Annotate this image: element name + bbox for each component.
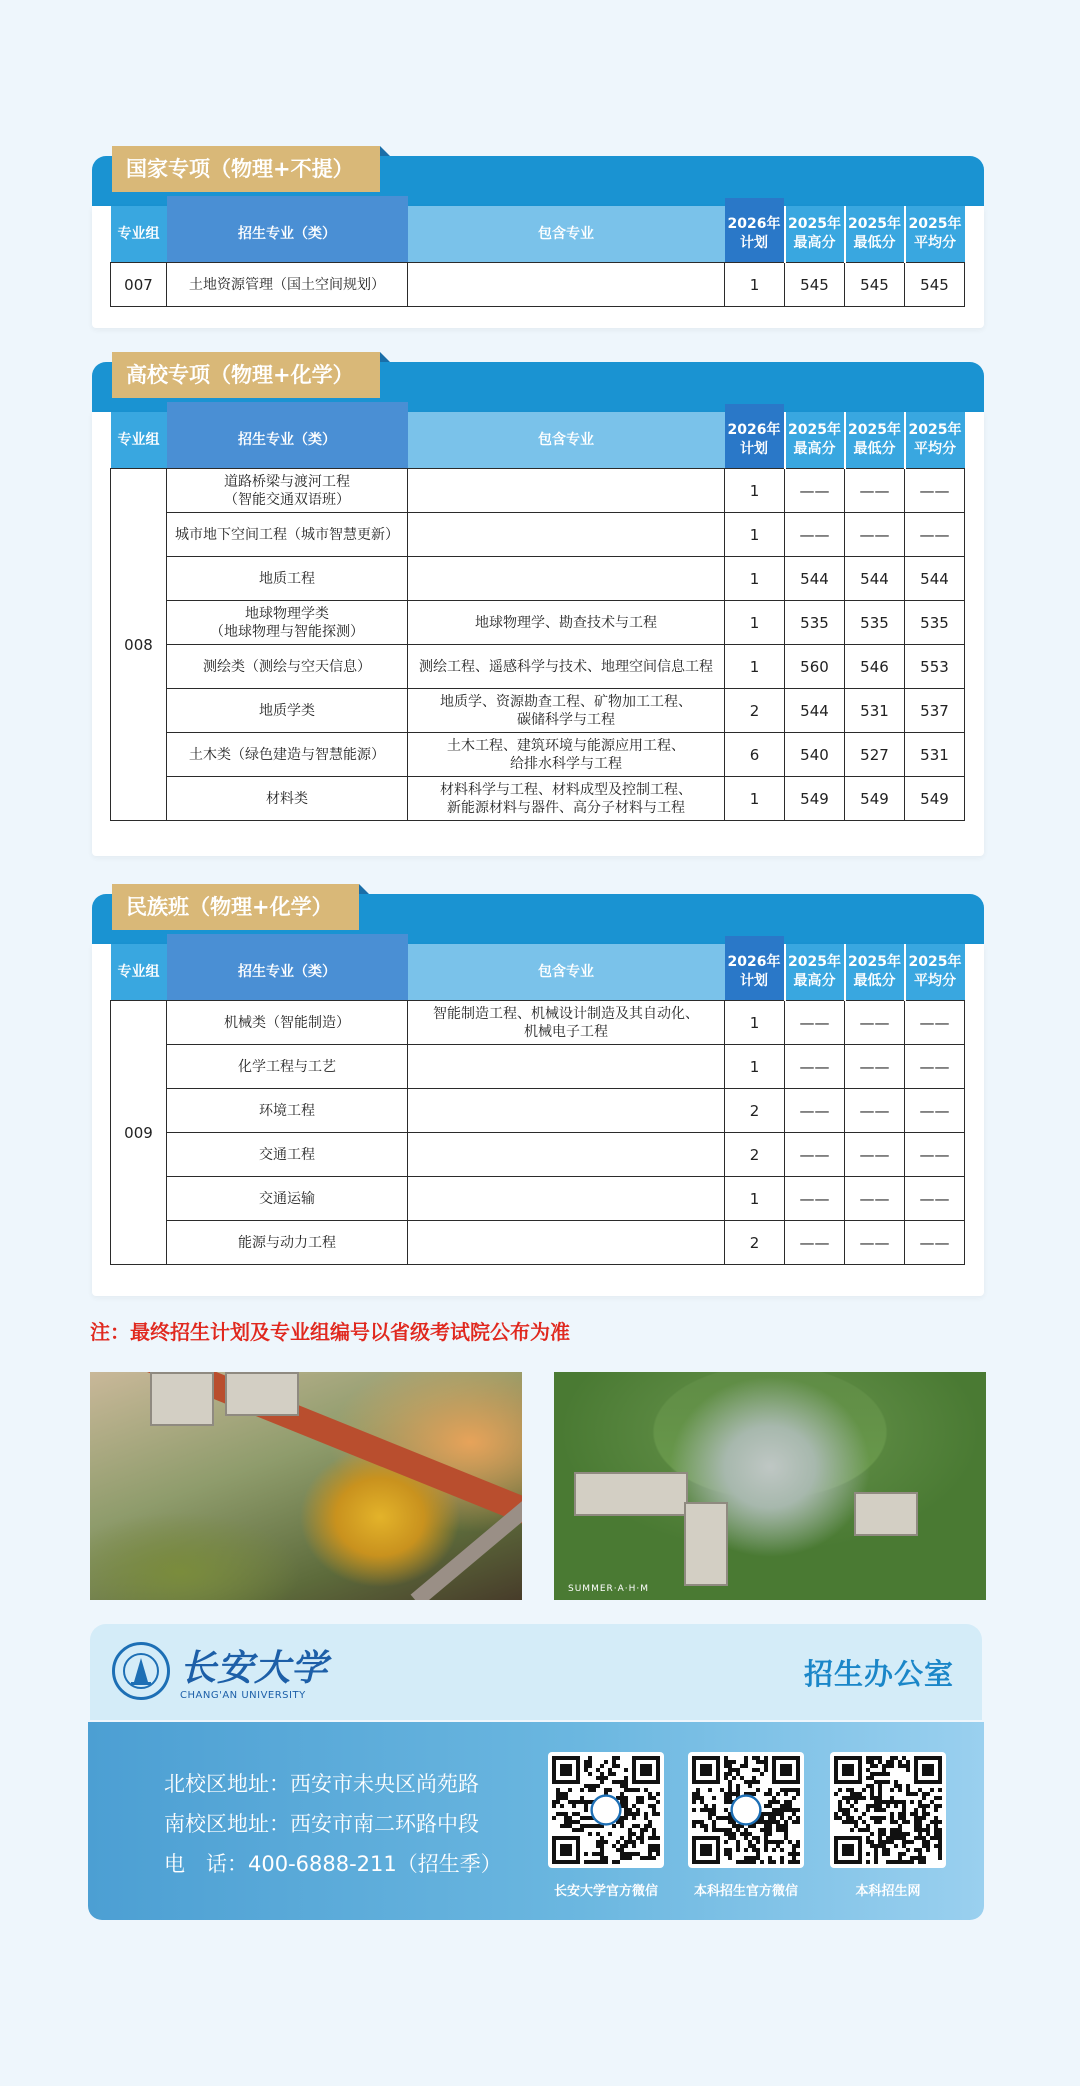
cell-plan: 1 — [725, 1045, 785, 1089]
cell-max-score: —— — [785, 1221, 845, 1265]
cell-major: 化学工程与工艺 — [167, 1045, 408, 1089]
cell-avg-score: 537 — [905, 689, 965, 733]
group-code: 009 — [111, 1001, 167, 1265]
cell-max-score: —— — [785, 513, 845, 557]
cell-min-score: 546 — [845, 645, 905, 689]
cell-max-score: 549 — [785, 777, 845, 821]
cell-min-score: —— — [845, 1045, 905, 1089]
table-header-row — [111, 206, 965, 263]
section-university-special — [92, 352, 984, 856]
header-min-2025 — [845, 944, 905, 1001]
cell-min-score: 527 — [845, 733, 905, 777]
header-avg-2025 — [905, 206, 965, 263]
header-min-2025-line1: 2025年 — [848, 422, 901, 438]
header-max-2025-line2: 最高分 — [793, 235, 836, 251]
cell-major: 交通运输 — [167, 1177, 408, 1221]
cell-includes — [408, 1045, 725, 1089]
cell-max-score: 560 — [785, 645, 845, 689]
cell-plan: 1 — [725, 645, 785, 689]
cell-avg-score: —— — [905, 1045, 965, 1089]
building-shape — [225, 1372, 299, 1416]
cell-includes: 地球物理学、勘查技术与工程 — [408, 601, 725, 645]
table-row — [111, 557, 965, 601]
qr-code-admission-wechat[interactable] — [688, 1752, 804, 1868]
admission-table — [110, 944, 965, 1265]
table-header-row — [111, 944, 965, 1001]
photo-caption: SUMMER·A·H·M — [568, 1584, 650, 1594]
cell-plan: 1 — [725, 777, 785, 821]
header-major: 招生专业（类） — [167, 206, 408, 263]
section-title: 高校专项（物理+化学） — [112, 352, 380, 398]
cell-plan: 1 — [725, 513, 785, 557]
qr-code-icon — [830, 1752, 946, 1868]
cell-major: 地质学类 — [167, 689, 408, 733]
cell-plan: 2 — [725, 689, 785, 733]
building-shape — [574, 1472, 688, 1516]
building-shape — [684, 1502, 728, 1586]
header-group: 专业组 — [111, 206, 167, 263]
cell-avg-score: —— — [905, 1001, 965, 1045]
table-row — [111, 601, 965, 645]
qr-code-icon — [688, 1752, 804, 1868]
cell-max-score: 545 — [785, 263, 845, 307]
cell-major: 测绘类（测绘与空天信息） — [167, 645, 408, 689]
cell-plan: 1 — [725, 601, 785, 645]
header-min-2025-line2: 最低分 — [853, 441, 896, 457]
cell-avg-score: 549 — [905, 777, 965, 821]
header-max-2025-line2: 最高分 — [793, 973, 836, 989]
north-campus-address: 北校区地址：西安市未央区尚苑路 — [164, 1772, 479, 1796]
table-row — [111, 469, 965, 513]
admission-table — [110, 206, 965, 307]
table-row — [111, 1089, 965, 1133]
cell-min-score: —— — [845, 1133, 905, 1177]
header-min-2025 — [845, 412, 905, 469]
cell-plan: 6 — [725, 733, 785, 777]
cell-avg-score: —— — [905, 1221, 965, 1265]
header-group: 专业组 — [111, 412, 167, 469]
cell-min-score: —— — [845, 469, 905, 513]
cell-max-score: 544 — [785, 689, 845, 733]
header-major: 招生专业（类） — [167, 412, 408, 469]
cell-max-score: —— — [785, 1001, 845, 1045]
qr-code-admission-site[interactable] — [830, 1752, 946, 1868]
logo-text-cn: 长安大学 — [180, 1647, 329, 1689]
cell-includes — [408, 1089, 725, 1133]
university-seal-icon — [112, 1642, 170, 1700]
table-row — [111, 1221, 965, 1265]
cell-avg-score: —— — [905, 1177, 965, 1221]
section-national-special — [92, 146, 984, 328]
header-plan-2026 — [725, 206, 785, 263]
group-code: 008 — [111, 469, 167, 821]
cell-avg-score: 531 — [905, 733, 965, 777]
header-plan-2026-line2: 计划 — [740, 235, 768, 251]
building-shape — [150, 1372, 214, 1426]
campus-photo-aerial — [554, 1372, 986, 1600]
cell-plan: 1 — [725, 469, 785, 513]
header-plan-2026-line1: 2026年 — [727, 216, 781, 232]
cell-plan: 1 — [725, 1177, 785, 1221]
header-max-2025-line1: 2025年 — [788, 422, 841, 438]
cell-min-score: —— — [845, 1177, 905, 1221]
qr-code-wechat-official[interactable] — [548, 1752, 664, 1868]
table-row — [111, 689, 965, 733]
header-includes: 包含专业 — [408, 412, 725, 469]
cell-includes — [408, 1177, 725, 1221]
header-min-2025-line1: 2025年 — [848, 954, 901, 970]
admission-table — [110, 412, 965, 821]
campus-photo-bridge — [90, 1372, 522, 1600]
cell-min-score: 549 — [845, 777, 905, 821]
cell-includes — [408, 1221, 725, 1265]
cell-major: 机械类（智能制造） — [167, 1001, 408, 1045]
header-max-2025-line1: 2025年 — [788, 216, 841, 232]
qr-label: 长安大学官方微信 — [553, 1884, 658, 1899]
cell-avg-score: —— — [905, 469, 965, 513]
cell-max-score: —— — [785, 469, 845, 513]
cell-max-score: —— — [785, 1177, 845, 1221]
cell-major: 城市地下空间工程（城市智慧更新） — [167, 513, 408, 557]
cell-major: 环境工程 — [167, 1089, 408, 1133]
cell-max-score: 540 — [785, 733, 845, 777]
cell-plan: 2 — [725, 1089, 785, 1133]
table-row — [111, 1001, 965, 1045]
header-min-2025-line2: 最低分 — [853, 235, 896, 251]
header-max-2025-line1: 2025年 — [788, 954, 841, 970]
cell-includes: 材料科学与工程、材料成型及控制工程、 新能源材料与器件、高分子材料与工程 — [408, 777, 725, 821]
header-includes: 包含专业 — [408, 206, 725, 263]
header-avg-2025-line1: 2025年 — [908, 216, 962, 232]
cell-min-score: —— — [845, 1089, 905, 1133]
cell-plan: 2 — [725, 1133, 785, 1177]
header-avg-2025 — [905, 944, 965, 1001]
cell-includes — [408, 513, 725, 557]
cell-min-score: —— — [845, 1221, 905, 1265]
table-row — [111, 645, 965, 689]
header-min-2025-line2: 最低分 — [853, 973, 896, 989]
cell-major: 能源与动力工程 — [167, 1221, 408, 1265]
admissions-office-title: 招生办公室 — [803, 1657, 954, 1691]
table-row — [111, 1133, 965, 1177]
cell-plan: 1 — [725, 263, 785, 307]
cell-plan: 2 — [725, 1221, 785, 1265]
table-header-row — [111, 412, 965, 469]
table-row — [111, 777, 965, 821]
cell-max-score: 544 — [785, 557, 845, 601]
header-avg-2025-line1: 2025年 — [908, 422, 962, 438]
cell-avg-score: 545 — [905, 263, 965, 307]
header-avg-2025-line2: 平均分 — [914, 973, 956, 989]
cell-includes — [408, 1133, 725, 1177]
header-group: 专业组 — [111, 944, 167, 1001]
cell-max-score: —— — [785, 1045, 845, 1089]
header-avg-2025-line2: 平均分 — [914, 441, 956, 457]
cell-min-score: 535 — [845, 601, 905, 645]
header-plan-2026-line1: 2026年 — [727, 422, 781, 438]
header-plan-2026 — [725, 944, 785, 1001]
cell-major: 地球物理学类 （地球物理与智能探测） — [167, 601, 408, 645]
cell-min-score: —— — [845, 1001, 905, 1045]
cell-major: 道路桥梁与渡河工程 （智能交通双语班） — [167, 469, 408, 513]
cell-min-score: —— — [845, 513, 905, 557]
cell-major: 地质工程 — [167, 557, 408, 601]
cell-avg-score: —— — [905, 1089, 965, 1133]
cell-min-score: 545 — [845, 263, 905, 307]
footer-contact — [88, 1722, 984, 1920]
cell-max-score: —— — [785, 1133, 845, 1177]
header-plan-2026-line2: 计划 — [740, 973, 768, 989]
section-ethnic-class — [92, 884, 984, 1296]
header-max-2025-line2: 最高分 — [793, 441, 836, 457]
cell-includes: 智能制造工程、机械设计制造及其自动化、 机械电子工程 — [408, 1001, 725, 1045]
section-title: 民族班（物理+化学） — [112, 884, 359, 930]
cell-includes — [408, 557, 725, 601]
cell-plan: 1 — [725, 1001, 785, 1045]
cell-min-score: 544 — [845, 557, 905, 601]
cell-avg-score: 535 — [905, 601, 965, 645]
header-min-2025 — [845, 206, 905, 263]
table-row — [111, 1177, 965, 1221]
admission-note: 注：最终招生计划及专业组编号以省级考试院公布为准 — [90, 1320, 570, 1344]
cell-avg-score: 544 — [905, 557, 965, 601]
cell-avg-score: 553 — [905, 645, 965, 689]
header-avg-2025 — [905, 412, 965, 469]
cell-includes — [408, 263, 725, 307]
cell-max-score: 535 — [785, 601, 845, 645]
logo-text-en: CHANG'AN UNIVERSITY — [180, 1690, 306, 1701]
header-avg-2025-line1: 2025年 — [908, 954, 962, 970]
cell-plan: 1 — [725, 557, 785, 601]
header-major: 招生专业（类） — [167, 944, 408, 1001]
cell-major: 材料类 — [167, 777, 408, 821]
building-shape — [854, 1492, 918, 1536]
header-plan-2026 — [725, 412, 785, 469]
header-min-2025-line1: 2025年 — [848, 216, 901, 232]
group-code: 007 — [111, 263, 167, 307]
header-max-2025 — [785, 412, 845, 469]
header-avg-2025-line2: 平均分 — [914, 235, 956, 251]
cell-major: 土木类（绿色建造与智慧能源） — [167, 733, 408, 777]
cell-major: 土地资源管理（国土空间规划） — [167, 263, 408, 307]
qr-label: 本科招生网 — [855, 1884, 921, 1899]
phone-number: 电 话：400-6888-211（招生季） — [164, 1852, 502, 1876]
cell-avg-score: —— — [905, 513, 965, 557]
header-plan-2026-line2: 计划 — [740, 441, 768, 457]
header-max-2025 — [785, 206, 845, 263]
cell-avg-score: —— — [905, 1133, 965, 1177]
qr-code-icon — [548, 1752, 664, 1868]
cell-includes: 土木工程、建筑环境与能源应用工程、 给排水科学与工程 — [408, 733, 725, 777]
header-includes: 包含专业 — [408, 944, 725, 1001]
qr-label: 本科招生官方微信 — [693, 1884, 798, 1899]
cell-includes: 地质学、资源勘查工程、矿物加工工程、 碳储科学与工程 — [408, 689, 725, 733]
table-row — [111, 1045, 965, 1089]
cell-min-score: 531 — [845, 689, 905, 733]
table-row — [111, 263, 965, 307]
cell-includes — [408, 469, 725, 513]
section-title: 国家专项（物理+不提） — [112, 146, 380, 192]
university-logo — [112, 1638, 342, 1708]
cell-max-score: —— — [785, 1089, 845, 1133]
table-row — [111, 733, 965, 777]
table-row — [111, 513, 965, 557]
header-plan-2026-line1: 2026年 — [727, 954, 781, 970]
south-campus-address: 南校区地址：西安市南二环路中段 — [164, 1812, 479, 1836]
cell-includes: 测绘工程、遥感科学与技术、地理空间信息工程 — [408, 645, 725, 689]
footer-brand-bar — [90, 1624, 982, 1720]
header-max-2025 — [785, 944, 845, 1001]
cell-major: 交通工程 — [167, 1133, 408, 1177]
